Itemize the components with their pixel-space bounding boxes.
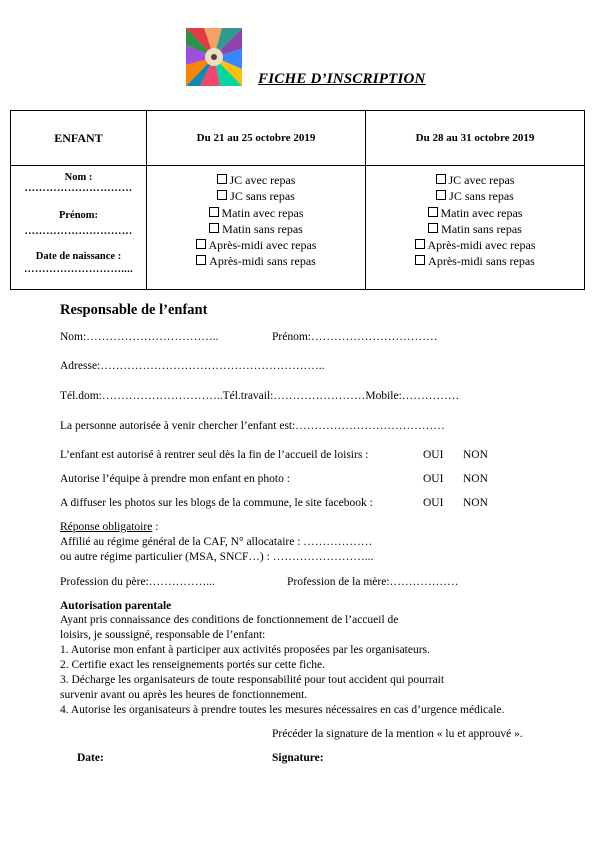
signature-field[interactable]: Signature: <box>272 752 324 764</box>
naissance-label: Date de naissance : <box>35 251 122 262</box>
checkbox-icon[interactable] <box>217 190 227 200</box>
adresse-field[interactable]: Adresse:………………………………………………….. <box>60 360 325 372</box>
telephone-fields[interactable]: Tél.dom:…………………………..Tél.travail:……………………Mobile:…………… <box>60 390 460 402</box>
page-title: FICHE D’INSCRIPTION <box>258 71 426 87</box>
autorisation-item-3: 3. Décharge les organisateurs de toute responsabilité pour tout accident qui pourrait <box>60 674 445 686</box>
autorisation-item-3-cont: survenir avant ou après les heures de fonctionnement. <box>60 689 308 701</box>
autorisation-item-1: 1. Autorise mon enfant à participer aux activités proposées par les organisateurs. <box>60 644 430 656</box>
non-option[interactable]: NON <box>463 449 488 461</box>
option-jc-sans-repas[interactable]: JC sans repas <box>366 188 584 204</box>
question-photo: Autorise l’équipe à prendre mon enfant en photo : <box>60 473 290 485</box>
colored-pencils-logo <box>186 28 242 86</box>
autorisation-intro-2: loisirs, je soussigné, responsable de l’enfant: <box>60 629 266 641</box>
autorisation-intro-1: Ayant pris connaissance des conditions de fonctionnement de l’accueil de <box>60 614 399 626</box>
reponse-obligatoire: Réponse obligatoire : <box>60 521 159 533</box>
prenom-label: Prénom: <box>58 210 99 221</box>
mention-lu-approuve: Précéder la signature de la mention « lu et approuvé ». <box>272 728 523 740</box>
option-jc-avec-repas[interactable]: JC avec repas <box>366 172 584 188</box>
responsable-nom-field[interactable]: Nom:…………………………….. <box>60 331 219 343</box>
checkbox-icon[interactable] <box>428 223 438 233</box>
option-apres-midi-sans-repas[interactable]: Après-midi sans repas <box>147 253 365 269</box>
option-matin-sans-repas[interactable]: Matin sans repas <box>147 221 365 237</box>
prenom-field[interactable]: ………………………… <box>24 226 133 237</box>
profession-mere-field[interactable]: Profession de la mère:……………… <box>287 576 459 588</box>
answer-rentrer-seul <box>423 449 488 461</box>
nom-field[interactable]: ………………………… <box>24 183 133 194</box>
period1-options <box>147 166 366 290</box>
autorisation-heading: Autorisation parentale <box>60 600 172 612</box>
responsable-heading: Responsable de l’enfant <box>60 302 208 318</box>
autre-regime-field[interactable]: ou autre régime particulier (MSA, SNCF…) : ……………………... <box>60 551 374 563</box>
checkbox-icon[interactable] <box>436 190 446 200</box>
oui-option[interactable]: OUI <box>423 449 444 461</box>
option-jc-sans-repas[interactable]: JC sans repas <box>147 188 365 204</box>
checkbox-icon[interactable] <box>217 174 227 184</box>
checkbox-icon[interactable] <box>436 174 446 184</box>
enfant-fields <box>11 166 147 290</box>
option-apres-midi-sans-repas[interactable]: Après-midi sans repas <box>366 253 584 269</box>
option-matin-sans-repas[interactable]: Matin sans repas <box>366 221 584 237</box>
period2-header: Du 28 au 31 octobre 2019 <box>366 111 585 166</box>
checkbox-icon[interactable] <box>196 239 206 249</box>
naissance-field[interactable]: ……………………….... <box>24 264 133 275</box>
checkbox-icon[interactable] <box>415 239 425 249</box>
answer-photo <box>423 473 488 485</box>
option-jc-avec-repas[interactable]: JC avec repas <box>147 172 365 188</box>
non-option[interactable]: NON <box>463 497 488 509</box>
responsable-prenom-field[interactable]: Prénom:…………………………… <box>272 331 438 343</box>
checkbox-icon[interactable] <box>415 255 425 265</box>
oui-option[interactable]: OUI <box>423 473 444 485</box>
checkbox-icon[interactable] <box>209 223 219 233</box>
personne-autorisee-field[interactable]: La personne autorisée à venir chercher l’enfant est:………………………………… <box>60 420 445 432</box>
date-field[interactable]: Date: <box>77 752 104 764</box>
autorisation-item-2: 2. Certifie exact les renseignements portés sur cette fiche. <box>60 659 326 671</box>
checkbox-icon[interactable] <box>209 207 219 217</box>
registration-table <box>10 110 585 290</box>
period1-header: Du 21 au 25 octobre 2019 <box>147 111 366 166</box>
question-rentrer-seul: L’enfant est autorisé à rentrer seul dès la fin de l’accueil de loisirs : <box>60 449 369 461</box>
reponse-label: Réponse obligatoire <box>60 521 153 533</box>
profession-pere-field[interactable]: Profession du père:……………... <box>60 576 215 588</box>
enfant-header: ENFANT <box>11 111 147 166</box>
non-option[interactable]: NON <box>463 473 488 485</box>
period2-options <box>366 166 585 290</box>
option-matin-avec-repas[interactable]: Matin avec repas <box>366 205 584 221</box>
answer-diffusion <box>423 497 488 509</box>
checkbox-icon[interactable] <box>196 255 206 265</box>
nom-label: Nom : <box>64 172 93 183</box>
caf-field[interactable]: Affilié au régime général de la CAF, N° allocataire : ……………… <box>60 536 373 548</box>
checkbox-icon[interactable] <box>428 207 438 217</box>
option-apres-midi-avec-repas[interactable]: Après-midi avec repas <box>366 237 584 253</box>
option-apres-midi-avec-repas[interactable]: Après-midi avec repas <box>147 237 365 253</box>
question-diffusion: A diffuser les photos sur les blogs de la commune, le site facebook : <box>60 497 373 509</box>
option-matin-avec-repas[interactable]: Matin avec repas <box>147 205 365 221</box>
autorisation-item-4: 4. Autorise les organisateurs à prendre toutes les mesures nécessaires en cas d’urgence médicale. <box>60 704 505 716</box>
oui-option[interactable]: OUI <box>423 497 444 509</box>
